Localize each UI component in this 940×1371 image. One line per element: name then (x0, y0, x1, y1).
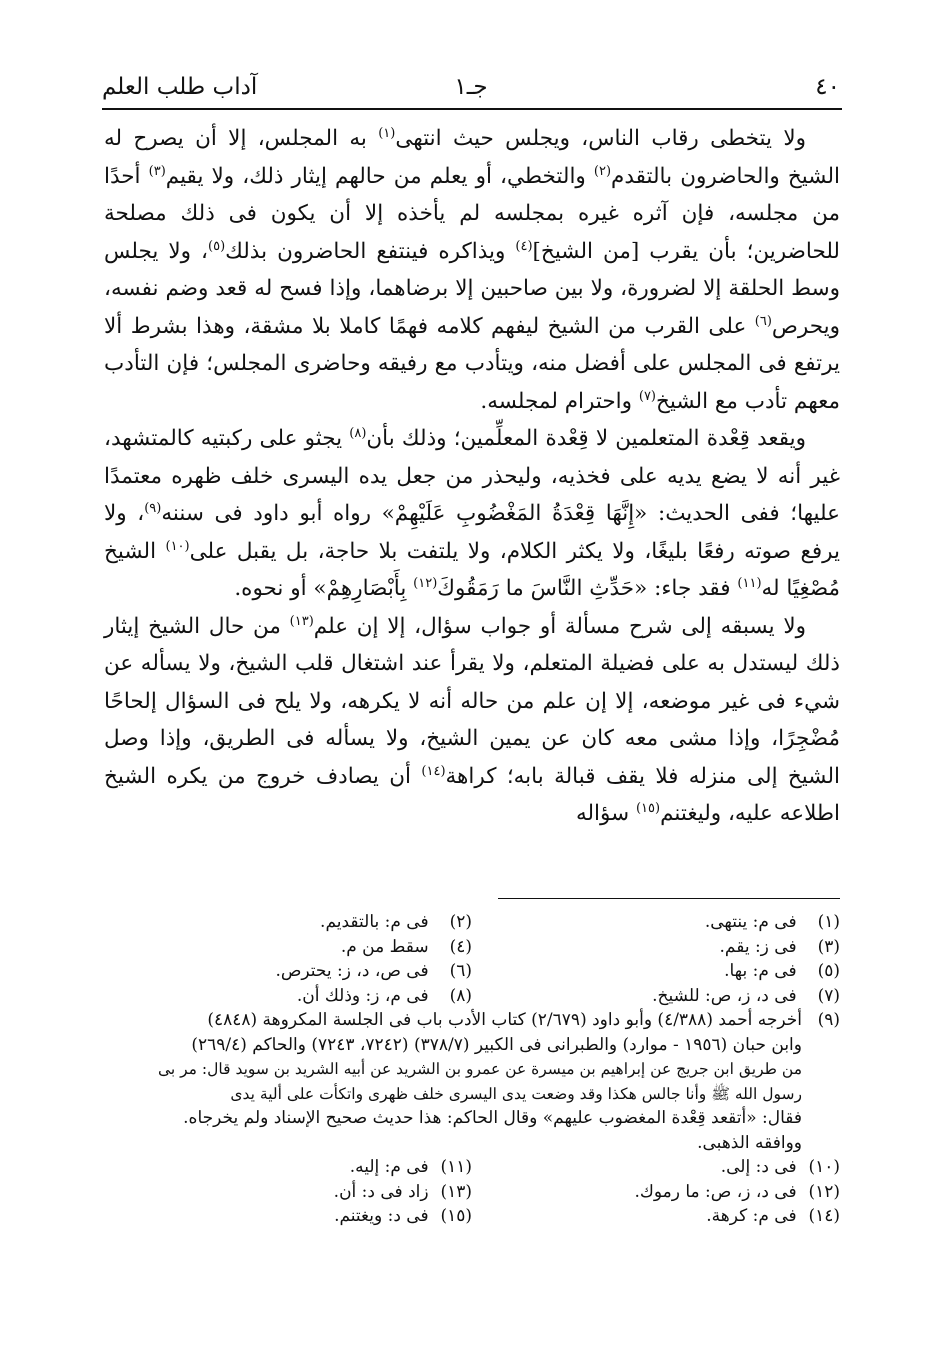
footnote-text: فى م: بها. (724, 961, 802, 981)
paragraph-text: ، ولا يرفع صوته رفعًا بليغًا، ولا يكثر الكلام، ولا يلتفت بلا حاجة، بل يقبل على (104, 501, 841, 564)
footnote-number: (١٤) (808, 1206, 840, 1226)
paragraph-text: الشيخ مُصْغِيًا له (104, 538, 840, 601)
paragraph-text: والتخطي، أو يعلم من حالهم إيثار ذلك، ولا يقيم (165, 163, 594, 189)
footnote-row (104, 935, 840, 960)
paragraph-text: من حال الشيخ إيثار ذلك ليستدل به على فضيلة المتعلم، ولا يقرأ عند اشتغال قلب الشيخ، ولا يسأله عن شيء فى غير موضعه، إلا إن علم من حاله أنه لا يكرهه، ولا يلح فى السؤال إلحاحًا مُضْجِرًا، وإذا مشى معه كان عن يمين الشيخ، ولا يسأله فى الطريق، وإذا وصل الشيخ إلى منزله فلا يقف قبالة بابه؛ كراهة (104, 613, 840, 789)
footnote-ref: (٧) (638, 388, 656, 404)
footnote-line: أخرجه أحمد (٤/٣٨٨) وأبو داود (٢/٦٧٩) كتاب الأدب باب فى الجلسة المكروهة (٤٨٤٨) (207, 1010, 802, 1030)
footnote (472, 935, 840, 960)
footnote (104, 935, 472, 960)
footnote-text: فى د: إلى. (720, 1157, 802, 1177)
footnote-text: سقط من م. (340, 936, 434, 957)
footnote-text: فى ص، د، ز: يحترص. (275, 961, 434, 981)
footnote-text: فى د، ز، ص: ما رموك. (634, 1181, 802, 1202)
footnote (104, 984, 472, 1009)
footnote-text: فى م: ينتهى. (704, 912, 802, 932)
footnote (104, 1204, 472, 1229)
footnote-row (104, 984, 840, 1009)
footnote-ref: (١٣) (289, 613, 314, 629)
footnote-number: (١٢) (808, 1181, 840, 1202)
footnote-number: (٧) (817, 985, 840, 1006)
footnote-text: فى م، ز: وذلك أن. (296, 985, 434, 1006)
footnote-number: (٥) (817, 961, 840, 981)
paragraph-text: يجثو على ركبتيه كالمتشهد، غير أنه لا يضع يديه على فخذيه، وليحذر من جعل يده اليسرى خلف ظهره معتمدًا عليها؛ ففى الحديث: «إِنَّهَا قِعْدَةُ المَغْضُوبِ عَلَيْهِمْ» رواه أبو داود فى سننه (104, 426, 840, 526)
footnote-row (104, 1204, 840, 1229)
footnote (472, 910, 840, 935)
footnote-number: (١٥) (440, 1206, 472, 1226)
footnote-text: فى م: بالتقديم. (320, 912, 434, 932)
footnote-text: فى م: إليه. (349, 1157, 434, 1177)
paragraph-text: أحدًا من مجلسه، فإن آثره غيره بمجلسه لم يأخذه إلا أن يكون فى ذلك مصلحة للحاضرين؛ بأن يقرب [من الشيخ] (104, 163, 840, 264)
footnote (472, 1155, 840, 1180)
footnote-row (104, 1155, 840, 1180)
header-divider (102, 108, 842, 110)
footnote-number: (١١) (440, 1157, 472, 1177)
footnote-line: رسول الله ﷺ وأنا جالس هكذا وقد وضعت يدى اليسرى خلف ظهرى واتكأت على ألية يدى (230, 1084, 802, 1103)
footnote (104, 959, 472, 984)
footnote-text: فى ز: يقم. (719, 936, 802, 957)
footnotes (104, 910, 840, 1229)
footnote-number: (١٣) (440, 1181, 472, 1202)
paragraph-text: ، ولا يجلس وسط الحلقة إلا لضرورة، ولا بين صاحبين إلا برضاهما، وإذا فسح له قعد وضم نفسه، ويحرص (104, 238, 840, 339)
paragraph (104, 120, 840, 420)
footnote-ref: (٩) (144, 500, 162, 516)
footnote-ref: (١٤) (421, 763, 446, 779)
footnote (472, 1180, 840, 1205)
footnote-number: (٣) (817, 936, 840, 957)
footnote (104, 1180, 472, 1205)
footnote-row (104, 910, 840, 935)
footnote-number: (١٠) (808, 1157, 840, 1177)
footnote-text: فى د، ز، ص: للشيخ. (652, 985, 802, 1006)
footnote-line: ووافقه الذهبى. (697, 1132, 802, 1153)
footnote (472, 984, 840, 1009)
footnote-line: من طريق ابن جريج عن إبراهيم بن ميسرة عن عمرو بن الشريد عن أبيه الشريد بن سويد قال: مر بى (157, 1060, 802, 1078)
footnote-row (104, 959, 840, 984)
paragraph-text: فقد جاء: «حَدِّثِ النَّاسَ ما رَمَقُوكَ (437, 576, 738, 601)
footnote-ref: (١٢) (413, 575, 438, 591)
page-header (102, 70, 840, 104)
paragraph-text: به المجلس، إلا أن يصرح له الشيخ والحاضرون بالتقدم (104, 126, 840, 189)
paragraph-text: بِأَبْصَارِهِمْ» أو نحوه. (234, 576, 414, 601)
book-title: آداب طلب العلم (102, 74, 258, 100)
footnote-9 (104, 1008, 840, 1155)
paragraph-text: ويذاكره فينتفع الحاضرون بذلك (225, 238, 516, 264)
footnote-number: (١) (817, 912, 840, 932)
paragraph-text: ويقعد قِعْدة المتعلمين لا قِعْدة المعلِّمين؛ وذلك بأن (366, 426, 806, 451)
footnote-number: (٢) (449, 912, 472, 932)
footnote (472, 959, 840, 984)
footnote-ref: (١٠) (165, 538, 190, 554)
paragraph (104, 420, 840, 608)
paragraph-text: واحترام لمجلسه. (480, 388, 639, 414)
footnote-ref: (٥) (208, 238, 226, 254)
footnote-number: (٨) (449, 985, 472, 1006)
footnote-ref: (٤) (515, 238, 533, 254)
footnote-text: زاد فى د: أن. (333, 1181, 434, 1202)
paragraph-text: ولا يتخطى رقاب الناس، ويجلس حيث انتهى (395, 126, 806, 151)
footnote-ref: (٢) (593, 163, 612, 179)
paragraph-text: على القرب من الشيخ ليفهم كلامه فهمًا كاملا بلا مشقة، وهذا بشرط ألا يرتفع فى المجلس على أفضل منه، ويتأدب مع رفيقه وحاضرى المجلس؛ فإن التأدب معهم تأدب مع الشيخ (104, 313, 840, 414)
paragraph-text: ولا يسبقه إلى شرح مسألة أو جواب سؤال، إلا إن علم (313, 613, 806, 639)
volume-label: جـ١ (454, 74, 488, 100)
footnote-number: (٩) (817, 1010, 840, 1030)
footnote-ref: (٨) (349, 425, 367, 441)
footnote-ref: (١) (378, 125, 396, 141)
footnote (472, 1204, 840, 1229)
footnote-number: (٤) (449, 936, 472, 957)
footnote-line: فقال: «أتقعد قِعْدة المغضوب عليهم» وقال الحاكم: هذا حديث صحيح الإسناد ولم يخرجاه. (183, 1108, 802, 1128)
page-number: ٤٠ (815, 74, 840, 100)
footnote (104, 1155, 472, 1180)
footnote (104, 910, 472, 935)
footnote-ref: (٦) (754, 313, 772, 329)
paragraph-text: سؤاله (575, 801, 636, 826)
main-text (104, 120, 840, 833)
footnote-text: فى د: ويغتنم. (334, 1206, 434, 1226)
footnote-row (104, 1180, 840, 1205)
paragraph-text: أن يصادف خروج من يكره الشيخ اطلاعه عليه، وليغتنم (104, 763, 840, 826)
paragraph (104, 608, 840, 833)
footnote-number: (٦) (449, 961, 472, 981)
footnote-line: وابن حبان (١٩٥٦ - موارد) والطبرانى فى الكبير (٣٧٨/٧) (٧٢٤٢، ٧٢٤٣) والحاكم (٢٦٩/٤) (191, 1034, 802, 1055)
footnote-ref: (٣) (148, 163, 166, 179)
footnote-ref: (١١) (737, 575, 762, 591)
footnote-text: فى م: كرهة. (706, 1206, 802, 1226)
footnote-ref: (١٥) (635, 800, 661, 816)
footnote-divider (498, 898, 840, 899)
